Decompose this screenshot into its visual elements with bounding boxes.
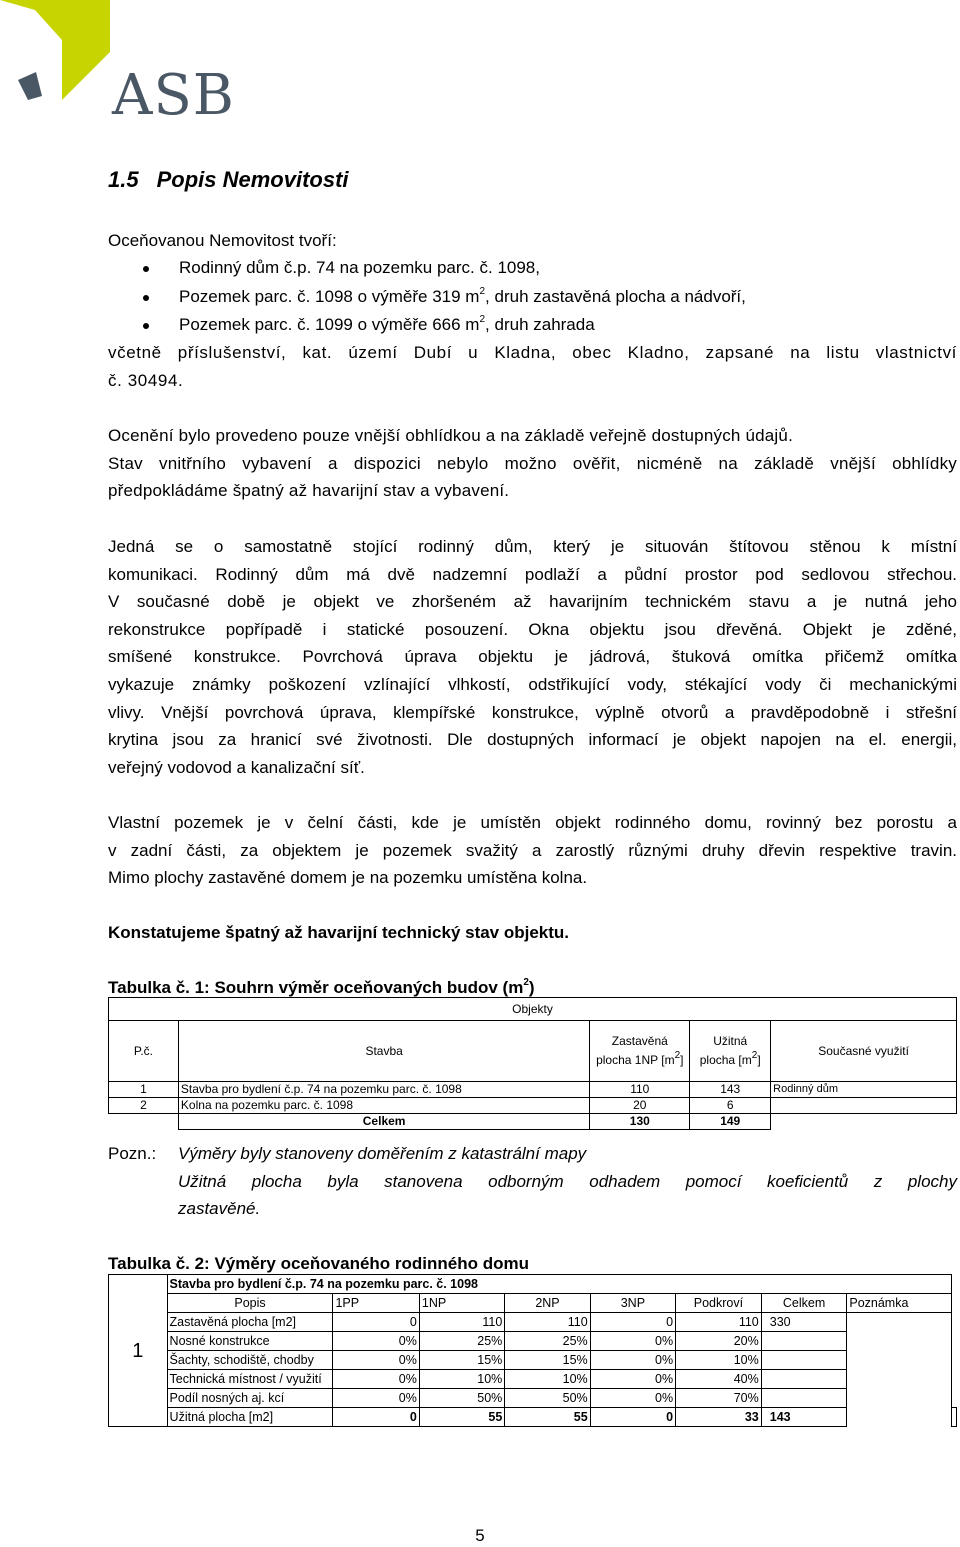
table2-title: Stavba pro bydlení č.p. 74 na pozemku parc. č. 1098 (167, 1275, 951, 1294)
table-row: 2 Kolna na pozemku parc. č. 1098 20 6 (109, 1098, 957, 1114)
property-description: včetně příslušenství, kat. území Dubí u Kladna, obec Kladno, zapsané na listu vlastnictví č. 30494. (108, 343, 957, 390)
note-label: Pozn.: (108, 1144, 157, 1163)
row-index: 1 (109, 1275, 168, 1427)
table-building-areas (108, 997, 957, 1130)
conclusion-text: Konstatujeme špatný až havarijní technický stav objektu. (108, 923, 570, 942)
section-number: 1.5 (108, 167, 139, 192)
table-total-row: Celkem 130 149 (109, 1114, 957, 1130)
page-number: 5 (475, 1526, 485, 1545)
table-row: Šachty, schodiště, chodby 0% 15% 15% 0% 10% (109, 1351, 957, 1370)
paragraph-land: Vlastní pozemek je v čelní části, kde je umístěn objekt rodinného domu, rovinný bez porostu a v zadní části, za objektem je pozemek svažitý a zarostlý různými druhy dřevin respektive travin. Mimo plochy zastavěné domem je na pozemku umístěna kolna. (108, 813, 957, 888)
intro-text: Oceňovanou Nemovitost tvoří: (108, 231, 337, 250)
table-row: Užitná plocha [m2] 0 55 55 0 33 143 (109, 1408, 957, 1427)
table2-header-row: Popis 1PP 1NP 2NP 3NP Podkroví Celkem Poznámka (109, 1294, 957, 1313)
col-header-zastavena: Zastavěná plocha 1NP $[m^2]$ (590, 1021, 690, 1082)
note-text: Výměry byly stanoveny doměřením z katastrální mapy Užitná plocha byla stanovena odborným odhadem pomocí koeficientů z plochy zastavěné. (178, 1144, 957, 1219)
paragraph-building: Jedná se o samostatně stojící rodinný dům, který je situován štítovou stěnou k místní komunikaci. Rodinný dům má dvě nadzemní podlaží a půdní prostor pod sedlovou střechou. V současné době je objekt ve zhoršeném až havarijním technickém stavu a je nutná jeho rekonstrukce popřípadě i statické posouzení. Okna objektu jsou dřevěná. Objekt je zděné, smíšené konstrukce. Povrchová úprava objektu je jádrová, štuková omítka přičemž omítka vykazuje známky poškození vzlínající vlhkostí, odstřikující vody, stékající vody či mechanickými vlivy. Vnější povrchová úprava, klempířské konstrukce, výplně otvorů a pravděpodobně i střešní krytina jsou za hranicí své životnosti. Dle dostupných informací je objekt napojen na el. energii, veřejný vodovod a kanalizační síť. (108, 537, 957, 777)
table-row: Technická místnost / využití 0% 10% 10% 0% 40% (109, 1370, 957, 1389)
list-item: Pozemek parc. č. 1098 o výměře 319 $m^2$, druh zastavěná plocha a nádvoří, (108, 283, 746, 312)
table-row: Nosné konstrukce 0% 25% 25% 0% 20% (109, 1332, 957, 1351)
list-item: Rodinný dům č.p. 74 na pozemku parc. č. 1098, (108, 254, 746, 283)
table2-caption: Tabulka č. 2: Výměry oceňovaného rodinného domu (108, 1254, 529, 1273)
paragraph-inspection: Ocenění bylo provedeno pouze vnější obhlídkou a na základě veřejně dostupných údajů. Stav vnitřního vybavení a dispozici nebylo možno ověřit, nicméně na základě vnější obhlídky předpokládáme špatný až havarijní stav a vybavení. (108, 426, 957, 501)
section-title: Popis Nemovitosti (156, 167, 349, 192)
logo-text: ASB (112, 63, 235, 128)
table1-caption: Tabulka č. 1: Souhrn výměr oceňovaných budov $(m^2)$ (108, 977, 535, 997)
col-header-stavba: Stavba (178, 1021, 589, 1082)
table-house-areas (108, 1274, 957, 1427)
table-row: 1 Stavba pro bydlení č.p. 74 na pozemku parc. č. 1098 110 143 Rodinný dům (109, 1082, 957, 1098)
property-list (108, 254, 746, 340)
col-header-vyuziti: Současné využití (771, 1021, 957, 1082)
asb-logo (0, 0, 250, 130)
col-header-pc: P.č. (109, 1021, 179, 1082)
section-heading (108, 166, 349, 194)
list-item: Pozemek parc. č. 1099 o výměře 666 $m^2$, druh zahrada (108, 311, 746, 340)
table-row: Zastavěná plocha [m2] 0 110 110 0 110 330 (109, 1313, 957, 1332)
table-row: Podíl nosných aj. kcí 0% 50% 50% 0% 70% (109, 1389, 957, 1408)
col-header-uzitna: Užitná plocha $[m^2]$ (690, 1021, 771, 1082)
group-header: Objekty (109, 998, 957, 1021)
